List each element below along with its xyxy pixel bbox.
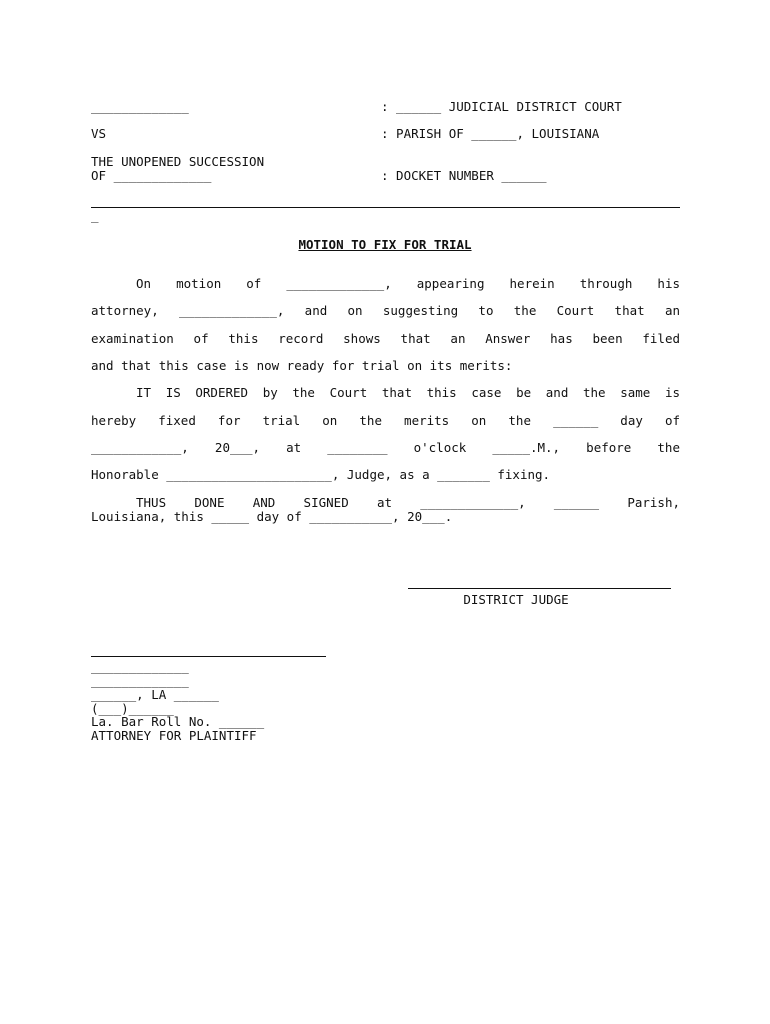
- caption-succession-line1: THE UNOPENED SUCCESSION: [91, 154, 265, 169]
- paragraph-1-line-4: and that this case is now ready for trial on its merits:: [91, 358, 513, 373]
- caption-vs: VS: [91, 126, 107, 141]
- paragraph-1-line-3: examination of this record shows that an Answer has been filed: [91, 331, 680, 346]
- caption-divider: [91, 207, 680, 208]
- caption-docket: : DOCKET NUMBER ______: [381, 168, 547, 183]
- attorney-role: ATTORNEY FOR PLAINTIFF: [91, 728, 257, 743]
- paragraph-3-line-1: THUS DONE AND SIGNED at _____________, ______ Parish,: [136, 495, 680, 510]
- caption-parish: : PARISH OF ______, LOUISIANA: [381, 126, 600, 141]
- attorney-signature-line: [91, 656, 326, 657]
- paragraph-3-line-2: Louisiana, this _____ day of ___________, 20___.: [91, 509, 453, 524]
- caption-court: : ______ JUDICIAL DISTRICT COURT: [381, 99, 622, 114]
- paragraph-2-line-4: Honorable ______________________, Judge, as a _______ fixing.: [91, 467, 551, 482]
- attorney-name-blank: _____________: [91, 659, 189, 674]
- judge-signature-line: [408, 588, 671, 589]
- paragraph-2-line-2: hereby fixed for trial on the merits on the ______ day of: [91, 413, 680, 428]
- paragraph-1-line-2: attorney, _____________, and on suggesting to the Court that an: [91, 303, 680, 318]
- paragraph-1-line-1: On motion of _____________, appearing herein through his: [136, 276, 680, 291]
- document-title: MOTION TO FIX FOR TRIAL: [298, 237, 472, 252]
- paragraph-3: [91, 496, 680, 524]
- caption-succession-line2: OF _____________: [91, 168, 212, 183]
- caption-divider-tail: _: [91, 208, 99, 223]
- attorney-bar-roll: La. Bar Roll No. ______: [91, 714, 265, 729]
- attorney-phone: (___)______: [91, 701, 174, 716]
- paragraph-2-line-3: ____________, 20___, at ________ o'clock _____.M., before the: [91, 440, 680, 455]
- judge-signature-label: DISTRICT JUDGE: [463, 592, 569, 607]
- paragraph-2-line-1: IT IS ORDERED by the Court that this case be and the same is: [136, 385, 680, 400]
- attorney-city-state: ______, LA ______: [91, 687, 219, 702]
- caption-party-blank: _____________: [91, 99, 189, 114]
- attorney-address-blank: _____________: [91, 673, 189, 688]
